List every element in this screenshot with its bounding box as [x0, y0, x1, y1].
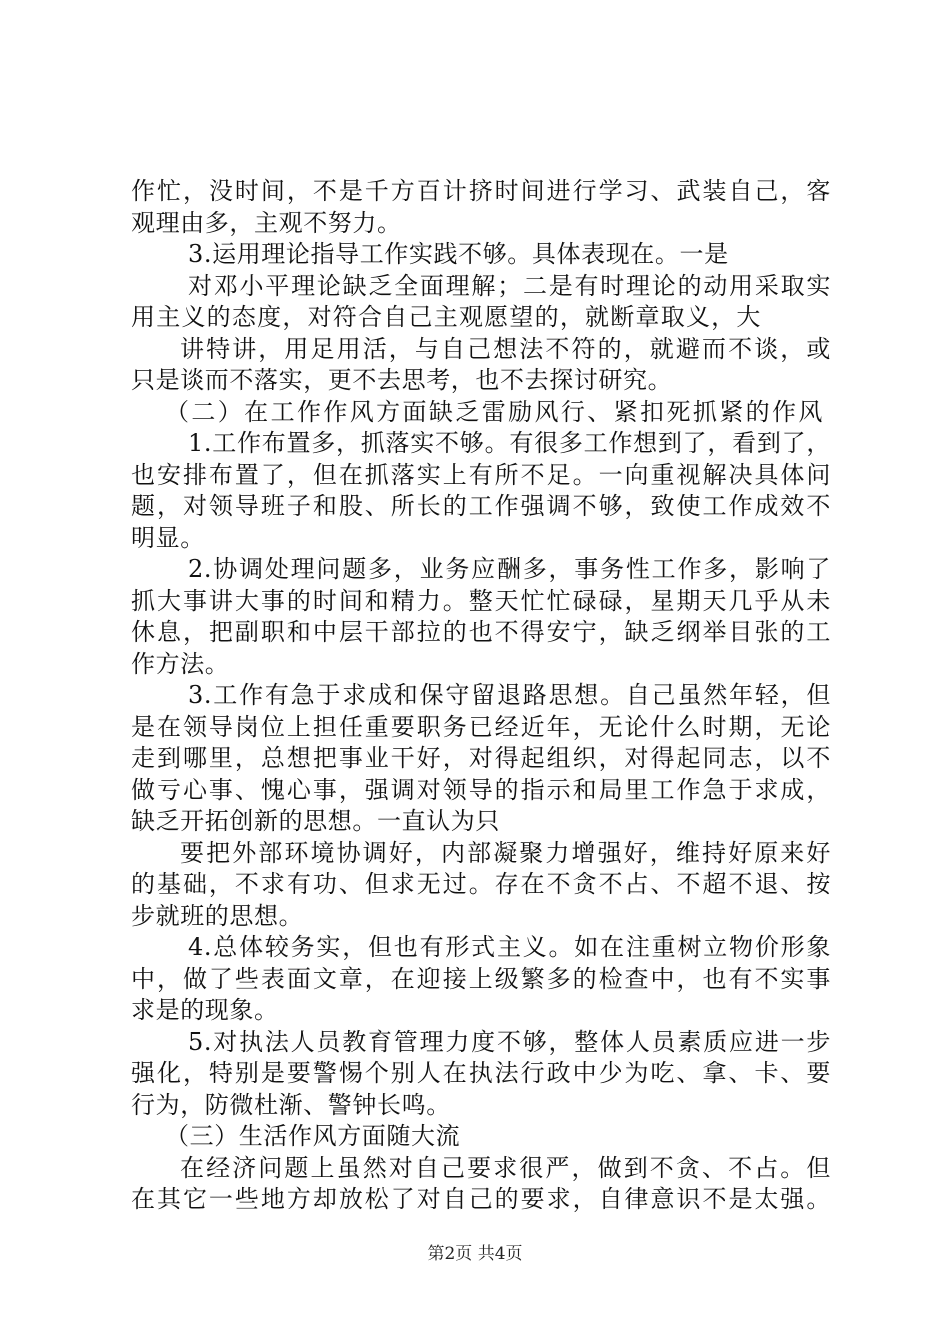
- text-line: 在其它一些地方却放松了对自己的要求，自律意识不是太强。: [131, 1185, 831, 1213]
- section-heading: （二）在工作作风方面缺乏雷励风行、紧扣死抓紧的作风: [165, 398, 823, 426]
- text-line: 抓大事讲大事的时间和精力。整天忙忙碌碌，星期天几乎从未: [131, 587, 831, 615]
- text-line: 讲特讲，用足用活，与自己想法不符的，就避而不谈，或: [180, 335, 831, 363]
- text-line: 步就班的思想。: [131, 902, 304, 930]
- text-line: 中，做了些表面文章，在迎接上级繁多的检查中，也有不实事: [131, 965, 831, 993]
- text-line: 3.运用理论指导工作实践不够。具体表现在。一是: [188, 240, 729, 268]
- text-line: 作方法。: [131, 650, 230, 678]
- text-line: 4.总体较务实，但也有形式主义。如在注重树立物价形象: [188, 933, 831, 961]
- text-line: 要把外部环境协调好，内部凝聚力增强好，维持好原来好: [180, 839, 831, 867]
- text-line: 求是的现象。: [131, 996, 279, 1024]
- text-line: 休息，把副职和中层干部拉的也不得安宁，缺乏纲举目张的工: [131, 618, 831, 646]
- text-line: 做亏心事、愧心事，强调对领导的指示和局里工作急于求成，: [131, 776, 831, 804]
- text-line: 缺乏开拓创新的思想。一直认为只: [131, 807, 500, 835]
- text-line: 1.工作布置多，抓落实不够。有很多工作想到了，看到了，: [188, 429, 831, 457]
- text-line: 只是谈而不落实，更不去思考，也不去探讨研究。: [131, 366, 673, 394]
- text-line: 用主义的态度，对符合自己主观愿望的，就断章取义，大: [131, 303, 761, 331]
- text-line: 走到哪里，总想把事业干好，对得起组织，对得起同志，以不: [131, 744, 831, 772]
- text-line: 5.对执法人员教育管理力度不够，整体人员素质应进一步: [188, 1028, 831, 1056]
- text-line: 题，对领导班子和股、所长的工作强调不够，致使工作成效不: [131, 492, 831, 520]
- text-line: 3.工作有急于求成和保守留退路思想。自己虽然年轻，但: [188, 681, 831, 709]
- text-line: 对邓小平理论缺乏全面理解；二是有时理论的动用采取实: [188, 272, 831, 300]
- section-heading: （三）生活作风方面随大流: [165, 1122, 461, 1150]
- page-footer: 第2页 共4页: [427, 1244, 523, 1264]
- text-line: 2.协调处理问题多，业务应酬多，事务性工作多，影响了: [188, 555, 831, 583]
- text-line: 观理由多，主观不努力。: [131, 209, 402, 237]
- text-line: 也安排布置了，但在抓落实上有所不足。一向重视解决具体问: [131, 461, 831, 489]
- text-line: 的基础，不求有功、但求无过。存在不贪不占、不超不退、按: [131, 870, 831, 898]
- text-line: 行为，防微杜渐、警钟长鸣。: [131, 1091, 451, 1119]
- text-line: 强化，特别是要警惕个别人在执法行政中少为吃、拿、卡、要: [131, 1059, 831, 1087]
- text-line: 明显。: [131, 524, 205, 552]
- text-line: 是在领导岗位上担任重要职务已经近年，无论什么时期，无论: [131, 713, 831, 741]
- text-line: 作忙，没时间，不是千方百计挤时间进行学习、武装自己，客: [131, 177, 831, 205]
- text-line: 在经济问题上虽然对自己要求很严，做到不贪、不占。但: [180, 1154, 831, 1182]
